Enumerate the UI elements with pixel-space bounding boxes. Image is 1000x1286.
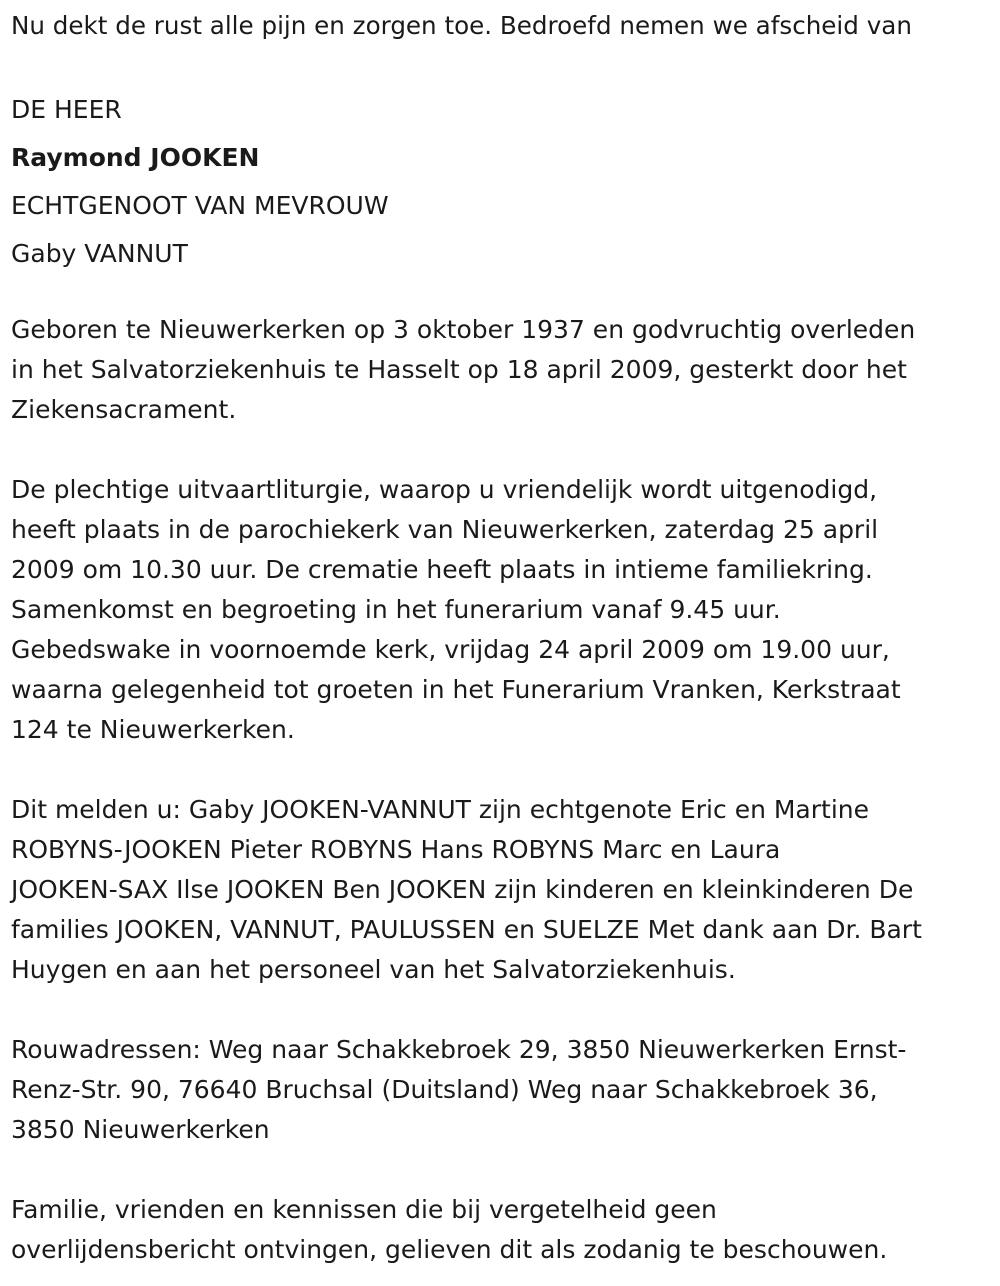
family-line: Huygen en aan het personeel van het Salvatorziekenhuis. (11, 955, 736, 984)
relation-label: ECHTGENOOT VAN MEVROUW (11, 191, 389, 220)
family-line: ROBYNS-JOOKEN Pieter ROBYNS Hans ROBYNS Marc en Laura (11, 835, 781, 864)
birth-paragraph (11, 310, 991, 430)
funeral-line: heeft plaats in de parochiekerk van Nieuwerkerken, zaterdag 25 april (11, 515, 879, 544)
funeral-line: 124 te Nieuwerkerken. (11, 715, 295, 744)
closing-line: Familie, vrienden en kennissen die bij vergetelheid geen (11, 1195, 717, 1224)
closing-line: overlijdensbericht ontvingen, gelieven dit als zodanig te beschouwen. (11, 1235, 888, 1264)
intro-text: Nu dekt de rust alle pijn en zorgen toe. Bedroefd nemen we afscheid van (11, 11, 912, 40)
closing-paragraph (11, 1190, 991, 1270)
family-paragraph (11, 790, 991, 990)
address-line: Renz-Str. 90, 76640 Bruchsal (Duitsland) Weg naar Schakkebroek 36, (11, 1075, 878, 1104)
addresses-paragraph (11, 1030, 991, 1150)
birth-line: in het Salvatorziekenhuis te Hasselt op 18 april 2009, gesterkt door het (11, 355, 907, 384)
address-line: Rouwadressen: Weg naar Schakkebroek 29, 3850 Nieuwerkerken Ernst- (11, 1035, 907, 1064)
honorific: DE HEER (11, 95, 122, 124)
funeral-line: 2009 om 10.30 uur. De crematie heeft plaats in intieme familiekring. (11, 555, 873, 584)
funeral-line: waarna gelegenheid tot groeten in het Funerarium Vranken, Kerkstraat (11, 675, 901, 704)
birth-line: Ziekensacrament. (11, 395, 237, 424)
funeral-line: De plechtige uitvaartliturgie, waarop u vriendelijk wordt uitgenodigd, (11, 475, 878, 504)
funeral-line: Samenkomst en begroeting in het funerarium vanaf 9.45 uur. (11, 595, 781, 624)
spouse-name: Gaby VANNUT (11, 239, 188, 268)
deceased-header (11, 86, 389, 278)
family-line: Dit melden u: Gaby JOOKEN-VANNUT zijn echtgenote Eric en Martine (11, 795, 870, 824)
funeral-paragraph (11, 470, 991, 750)
family-line: JOOKEN-SAX Ilse JOOKEN Ben JOOKEN zijn kinderen en kleinkinderen De (11, 875, 914, 904)
deceased-name: Raymond JOOKEN (11, 143, 260, 172)
funeral-line: Gebedswake in voornoemde kerk, vrijdag 24 april 2009 om 19.00 uur, (11, 635, 890, 664)
birth-line: Geboren te Nieuwerkerken op 3 oktober 1937 en godvruchtig overleden (11, 315, 916, 344)
address-line: 3850 Nieuwerkerken (11, 1115, 270, 1144)
family-line: families JOOKEN, VANNUT, PAULUSSEN en SUELZE Met dank aan Dr. Bart (11, 915, 922, 944)
